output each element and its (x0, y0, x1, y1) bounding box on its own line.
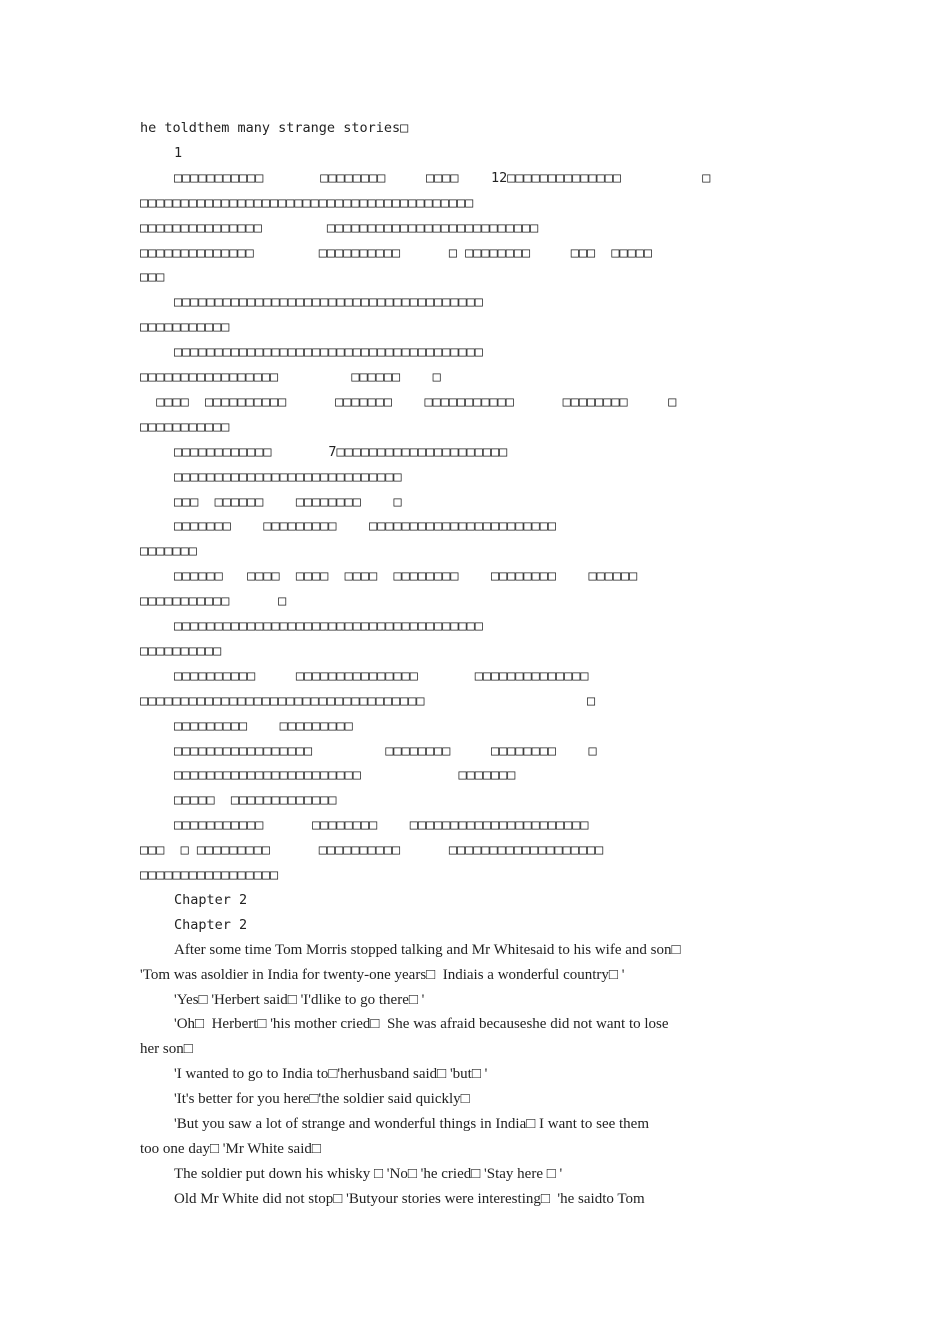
text-line: too one day□ 'Mr White said□ (140, 1141, 321, 1157)
text-line: □□□□□□□□□□□□□□□ □□□□□□□□□□□□□□□□□□□□□□□□□□ (140, 220, 539, 236)
text-line: 'But you saw a lot of strange and wonderful things in India□ I want to see them (174, 1116, 649, 1132)
text-line: □□□□□□□□□□ □□□□□□□□□□□□□□□ □□□□□□□□□□□□□□ (174, 668, 589, 684)
text-line: □□□□□□ □□□□ □□□□ □□□□ □□□□□□□□ □□□□□□□□ □□□□□□ (174, 568, 638, 584)
text-line: □□□□□□□□□□□□□□□□□ □□□□□□ □ (140, 369, 441, 385)
text-line: 'Oh□ Herbert□ 'his mother cried□ She was afraid becauseshe did not want to lose (174, 1016, 669, 1032)
text-line: □□□□□□□□□□□ □□□□□□□□ □□□□□□□□□□□□□□□□□□□□□□ (174, 817, 589, 833)
text-line: 'Tom was asoldier in India for twenty-one years□ Indiais a wonderful country□ ' (140, 967, 625, 983)
text-line: □□□□□□□□□□ (140, 643, 222, 659)
text-line: The soldier put down his whisky □ 'No□ 'he cried□ 'Stay here □ ' (174, 1166, 563, 1182)
text-line: Chapter 2 (174, 892, 248, 908)
text-line: □□□□□□□ □□□□□□□□□ □□□□□□□□□□□□□□□□□□□□□□□ (174, 518, 557, 534)
text-line: □□□ □□□□□□ □□□□□□□□ □ (174, 494, 402, 510)
text-line: □□□□□□□□□□□□□□□□□□□□□□□ □□□□□□□ (174, 767, 516, 783)
text-line: □□□□□□□□□□□□□□□□□□□□□□□□□□□□□□□□□□□□□□ (174, 618, 483, 634)
text-line: □□□□□□□□□ □□□□□□□□□ (174, 718, 353, 734)
text-line: After some time Tom Morris stopped talking and Mr Whitesaid to his wife and son□ (174, 942, 681, 958)
text-line: □□□□□□□ (140, 543, 197, 559)
text-line: □□□□□□□□□□□□□□□□□□□□□□□□□□□□□□□□□□□□□□□□□ (140, 195, 474, 211)
text-line: □□□ (140, 269, 165, 285)
text-line: 'It's better for you here□'the soldier said quickly□ (174, 1091, 470, 1107)
text-line: □□□□□□□□□□□□ 7□□□□□□□□□□□□□□□□□□□□□ (174, 444, 508, 460)
text-line: □□□□ □□□□□□□□□□ □□□□□□□ □□□□□□□□□□□ □□□□□□□□ □ (140, 394, 677, 410)
text-line: □□□□□□□□□□□□□□□□□□□□□□□□□□□□□□□□□□□□□□ (174, 344, 483, 360)
text-line: 'Yes□ 'Herbert said□ 'I'dlike to go there□ ' (174, 992, 425, 1008)
text-line: □□□□□ □□□□□□□□□□□□□ (174, 792, 337, 808)
text-line: Chapter 2 (174, 917, 248, 933)
text-line: □□□□□□□□□□□□□□□□□□□□□□□□□□□□ (174, 469, 402, 485)
text-line: Old Mr White did not stop□ 'Butyour stories were interesting□ 'he saidto Tom (174, 1191, 645, 1207)
text-line: □□□□□□□□□□□ □□□□□□□□ □□□□ 12□□□□□□□□□□□□□□ □ (174, 170, 711, 186)
text-line: □□□□□□□□□□□□□□□□□ □□□□□□□□ □□□□□□□□ □ (174, 743, 597, 759)
text-line: □□□□□□□□□□□ (140, 419, 230, 435)
text-line: her son□ (140, 1041, 193, 1057)
text-line: 'I wanted to go to India to□'herhusband said□ 'but□ ' (174, 1066, 488, 1082)
text-line: □□□□□□□□□□□□□□□□□□□□□□□□□□□□□□□□□□□ □ (140, 693, 596, 709)
text-line: □□□□□□□□□□□ □ (140, 593, 287, 609)
text-line: □□□□□□□□□□□□□□□□□ (140, 867, 279, 883)
text-line: □□□□□□□□□□□□□□ □□□□□□□□□□ □ □□□□□□□□ □□□ □□□□□ (140, 245, 653, 261)
text-line: □□□ □ □□□□□□□□□ □□□□□□□□□□ □□□□□□□□□□□□□□□□□□□ (140, 842, 604, 858)
text-line: □□□□□□□□□□□ (140, 319, 230, 335)
text-line: 1 (174, 145, 183, 161)
text-line: he toldthem many strange stories□ (140, 120, 409, 136)
text-line: □□□□□□□□□□□□□□□□□□□□□□□□□□□□□□□□□□□□□□ (174, 294, 483, 310)
